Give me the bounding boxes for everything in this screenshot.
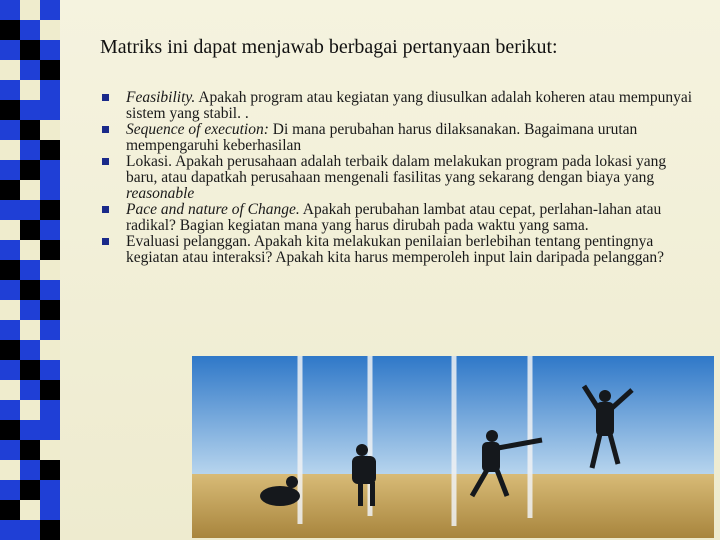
stripe-block xyxy=(40,280,60,300)
stripe-block xyxy=(20,380,40,400)
stripe-block xyxy=(40,100,60,120)
stripe-block xyxy=(20,60,40,80)
stripe-block xyxy=(0,360,20,380)
stripe-row xyxy=(0,80,60,100)
stripe-block xyxy=(0,340,20,360)
photo-illustration xyxy=(192,356,714,538)
stripe-row xyxy=(0,120,60,140)
stripe-row xyxy=(0,240,60,260)
stripe-block xyxy=(0,80,20,100)
stripe-row xyxy=(0,440,60,460)
square-bullet-icon xyxy=(102,206,109,213)
stripe-block xyxy=(0,220,20,240)
stripe-block xyxy=(20,260,40,280)
stripe-block xyxy=(20,320,40,340)
bullet-text: Di mana perubahan harus dilaksanakan. Bagaimana urutan mempengaruhi keberhasilan xyxy=(126,121,638,154)
stripe-block xyxy=(20,420,40,440)
bullet-list xyxy=(100,90,700,266)
stripe-block xyxy=(0,420,20,440)
stripe-row xyxy=(0,400,60,420)
bullet-item xyxy=(100,202,700,234)
stripe-block xyxy=(40,140,60,160)
stripe-block xyxy=(20,500,40,520)
stripe-block xyxy=(0,180,20,200)
bullet-text: Apakah program atau kegiatan yang diusulkan adalah koheren atau mempunyai sistem yang stabil. . xyxy=(126,89,693,122)
bullet-text: Lokasi. Apakah perusahaan adalah terbaik dalam melakukan program pada lokasi yang baru, atau dapatkah perusahaan mengenali fasilitas yang sekarang dengan biaya yang xyxy=(126,153,667,186)
stripe-block xyxy=(40,240,60,260)
stripe-block xyxy=(20,160,40,180)
bullet-item xyxy=(100,90,700,122)
slide-title: Matriks ini dapat menjawab berbagai pertanyaan berikut: xyxy=(100,36,558,58)
stripe-block xyxy=(0,40,20,60)
stripe-block xyxy=(40,300,60,320)
stripe-block xyxy=(20,460,40,480)
stripe-block xyxy=(20,100,40,120)
stripe-row xyxy=(0,280,60,300)
stripe-block xyxy=(40,480,60,500)
stripe-block xyxy=(20,240,40,260)
stripe-block xyxy=(0,200,20,220)
stripe-block xyxy=(40,60,60,80)
stripe-block xyxy=(40,360,60,380)
stripe-block xyxy=(0,520,20,540)
square-bullet-icon xyxy=(102,238,109,245)
bullet-item xyxy=(100,234,700,266)
bullet-text: Apakah perubahan lambat atau cepat, perlahan-lahan atau radikal? Bagian kegiatan mana yang harus dirubah pada waktu yang sama. xyxy=(126,201,662,234)
stripe-block xyxy=(0,300,20,320)
stripe-block xyxy=(0,440,20,460)
stripe-row xyxy=(0,420,60,440)
bullet-lead: Sequence of execution: xyxy=(126,121,269,138)
stripe-row xyxy=(0,520,60,540)
stripe-row xyxy=(0,360,60,380)
stripe-row xyxy=(0,500,60,520)
stripe-block xyxy=(20,120,40,140)
stripe-row xyxy=(0,260,60,280)
stripe-row xyxy=(0,60,60,80)
stripe-block xyxy=(40,520,60,540)
stripe-block xyxy=(0,500,20,520)
stripe-block xyxy=(20,480,40,500)
stripe-block xyxy=(40,380,60,400)
stripe-row xyxy=(0,140,60,160)
stripe-block xyxy=(40,500,60,520)
stripe-row xyxy=(0,480,60,500)
stripe-block xyxy=(0,460,20,480)
stripe-block xyxy=(0,120,20,140)
stripe-block xyxy=(40,180,60,200)
stripe-row xyxy=(0,0,60,20)
stripe-block xyxy=(20,80,40,100)
stripe-row xyxy=(0,100,60,120)
bullet-lead: Feasibility. xyxy=(126,89,196,106)
stripe-block xyxy=(0,160,20,180)
bullet-tail: reasonable xyxy=(126,185,195,202)
stripe-block xyxy=(40,440,60,460)
stripe-row xyxy=(0,380,60,400)
stripe-block xyxy=(20,200,40,220)
stripe-row xyxy=(0,340,60,360)
stripe-block xyxy=(20,520,40,540)
stripe-block xyxy=(40,0,60,20)
stripe-block xyxy=(0,280,20,300)
square-bullet-icon xyxy=(102,126,109,133)
stripe-row xyxy=(0,20,60,40)
stripe-block xyxy=(40,20,60,40)
jumping-figures-image xyxy=(192,356,714,538)
stripe-block xyxy=(0,260,20,280)
stripe-block xyxy=(20,360,40,380)
stripe-block xyxy=(0,480,20,500)
stripe-block xyxy=(20,180,40,200)
stripe-block xyxy=(40,120,60,140)
stripe-block xyxy=(40,220,60,240)
square-bullet-icon xyxy=(102,94,109,101)
stripe-block xyxy=(40,40,60,60)
stripe-block xyxy=(0,380,20,400)
stripe-block xyxy=(0,20,20,40)
stripe-block xyxy=(40,200,60,220)
stripe-block xyxy=(20,140,40,160)
bullet-lead: Pace and nature of Change. xyxy=(126,201,300,218)
stripe-block xyxy=(20,340,40,360)
stripe-row xyxy=(0,200,60,220)
stripe-block xyxy=(20,280,40,300)
stripe-block xyxy=(20,20,40,40)
stripe-row xyxy=(0,300,60,320)
stripe-block xyxy=(40,160,60,180)
square-bullet-icon xyxy=(102,158,109,165)
stripe-block xyxy=(40,260,60,280)
stripe-block xyxy=(0,100,20,120)
stripe-block xyxy=(20,440,40,460)
bullet-item xyxy=(100,122,700,154)
stripe-row xyxy=(0,180,60,200)
stripe-block xyxy=(0,0,20,20)
stripe-block xyxy=(20,220,40,240)
stripe-block xyxy=(40,320,60,340)
stripe-block xyxy=(40,80,60,100)
stripe-row xyxy=(0,40,60,60)
stripe-block xyxy=(40,420,60,440)
stripe-block xyxy=(20,0,40,20)
stripe-block xyxy=(20,400,40,420)
stripe-block xyxy=(40,400,60,420)
stripe-block xyxy=(0,240,20,260)
stripe-row xyxy=(0,460,60,480)
decorative-stripe xyxy=(0,0,60,540)
stripe-block xyxy=(0,400,20,420)
stripe-row xyxy=(0,320,60,340)
stripe-block xyxy=(20,300,40,320)
stripe-block xyxy=(0,60,20,80)
stripe-block xyxy=(0,140,20,160)
stripe-block xyxy=(20,40,40,60)
bullet-item xyxy=(100,154,700,202)
bullet-text: Evaluasi pelanggan. Apakah kita melakukan penilaian berlebihan tentang pentingnya kegiatan atau interaksi? Apakah kita harus memperoleh input lain daripada pelanggan? xyxy=(126,233,664,266)
stripe-block xyxy=(40,340,60,360)
stripe-block xyxy=(40,460,60,480)
stripe-row xyxy=(0,220,60,240)
stripe-block xyxy=(0,320,20,340)
stripe-row xyxy=(0,160,60,180)
